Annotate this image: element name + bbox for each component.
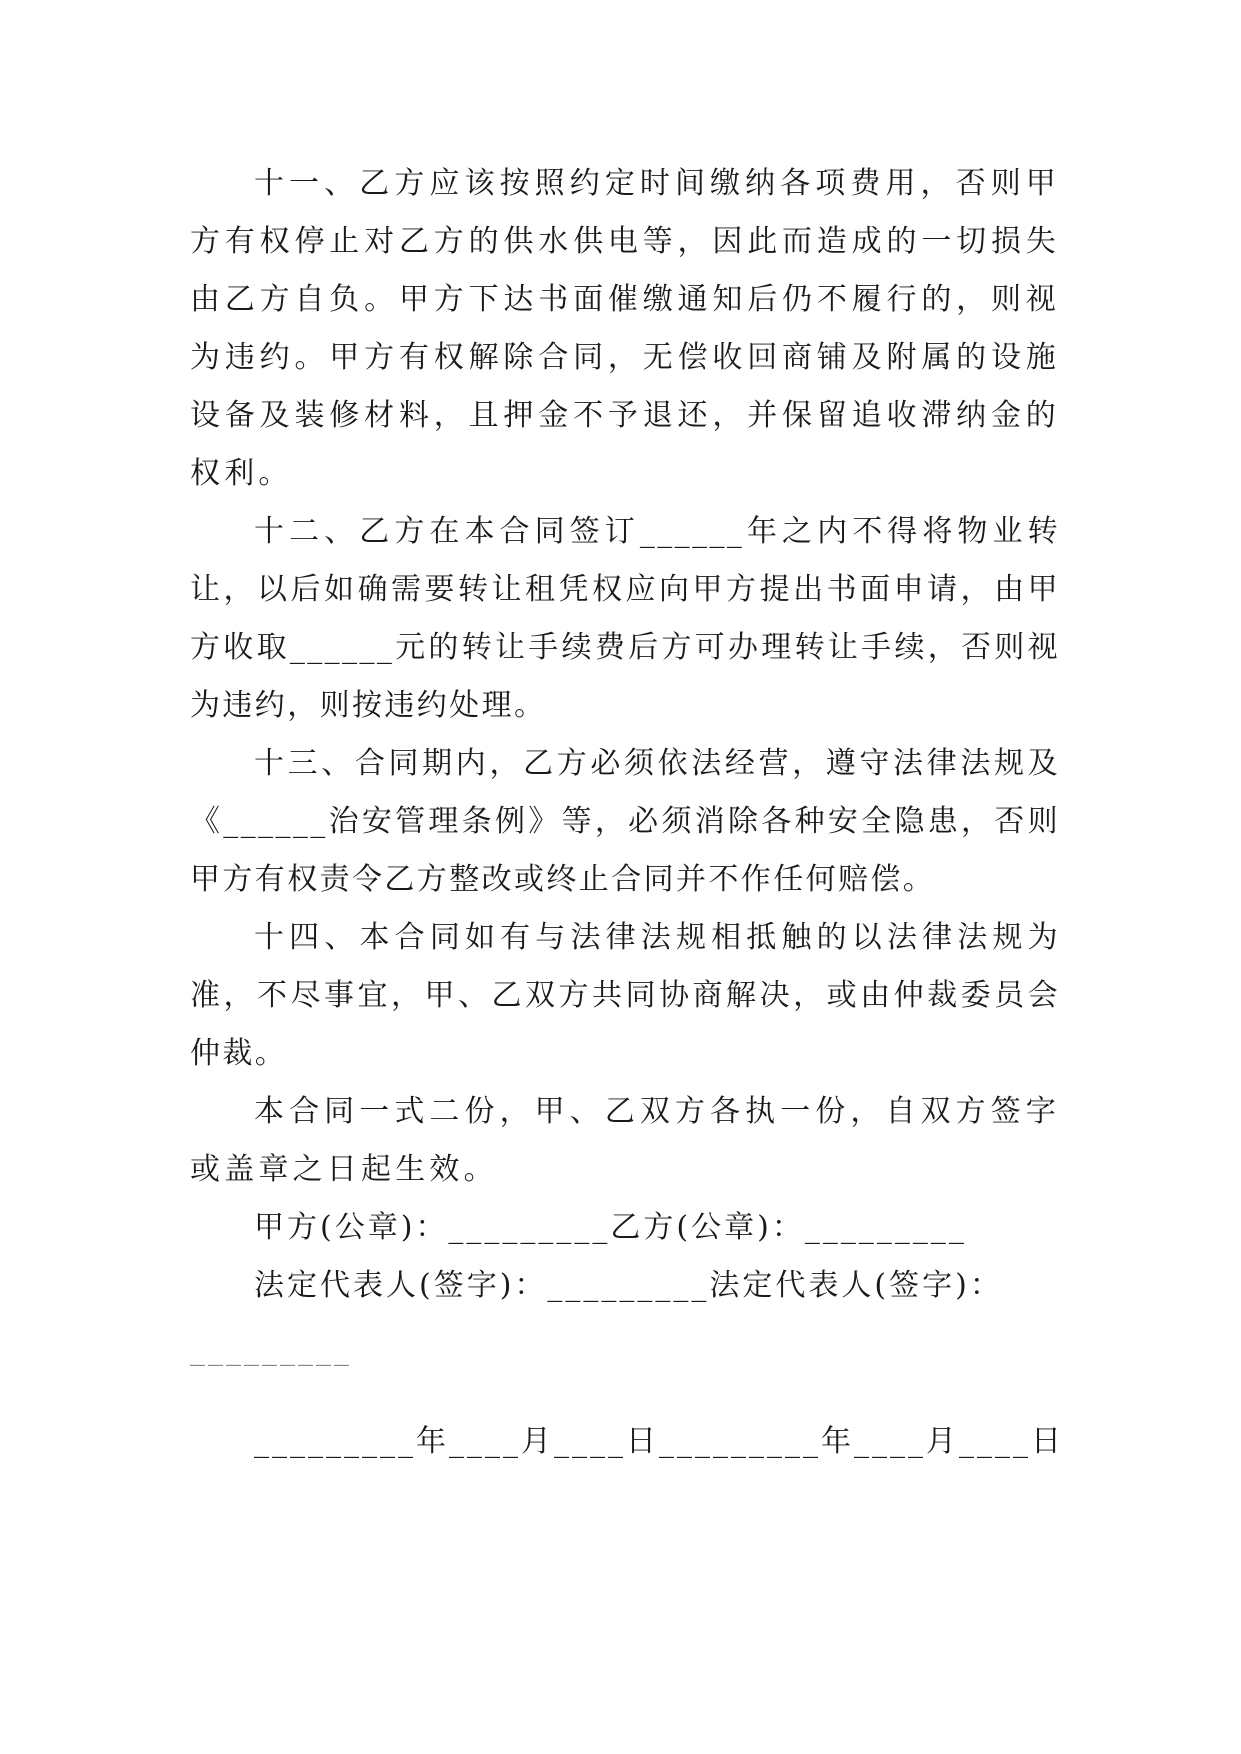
- legal-rep-continuation: _________: [190, 1332, 352, 1367]
- clause-12: 十二、乙方在本合同签订______年之内不得将物业转让，以后如确需要转让租凭权应向甲方提出书面申请，由甲方收取______元的转让手续费后方可办理转让手续，否则视为违约，则按违约处理。: [190, 514, 1060, 723]
- legal-rep-line: 法定代表人(签字)：_________法定代表人(签字)：: [254, 1268, 1003, 1303]
- effective-clause: 本合同一式二份，甲、乙双方各执一份，自双方签字或盖章之日起生效。: [190, 1094, 1060, 1187]
- clause-14: 十四、本合同如有与法律法规相抵触的以法律法规为准，不尽事宜，甲、乙双方共同协商解决，或由仲裁委员会仲裁。: [190, 920, 1060, 1071]
- signing-date-line: _________年____月____日_________年____月____日: [254, 1424, 1064, 1459]
- party-seal-line: 甲方(公章)：_________乙方(公章)：_________: [254, 1210, 967, 1245]
- clause-11: 十一、乙方应该按照约定时间缴纳各项费用，否则甲方有权停止对乙方的供水供电等，因此而造成的一切损失由乙方自负。甲方下达书面催缴通知后仍不履行的，则视为违约。甲方有权解除合同，无偿收回商铺及附属的设施设备及装修材料，且押金不予退还，并保留追收滞纳金的权利。: [190, 166, 1060, 491]
- document-page: [190, 155, 1064, 1471]
- clause-13: 十三、合同期内，乙方必须依法经营，遵守法律法规及《______治安管理条例》等，必须消除各种安全隐患，否则甲方有权责令乙方整改或终止合同并不作任何赔偿。: [190, 746, 1060, 897]
